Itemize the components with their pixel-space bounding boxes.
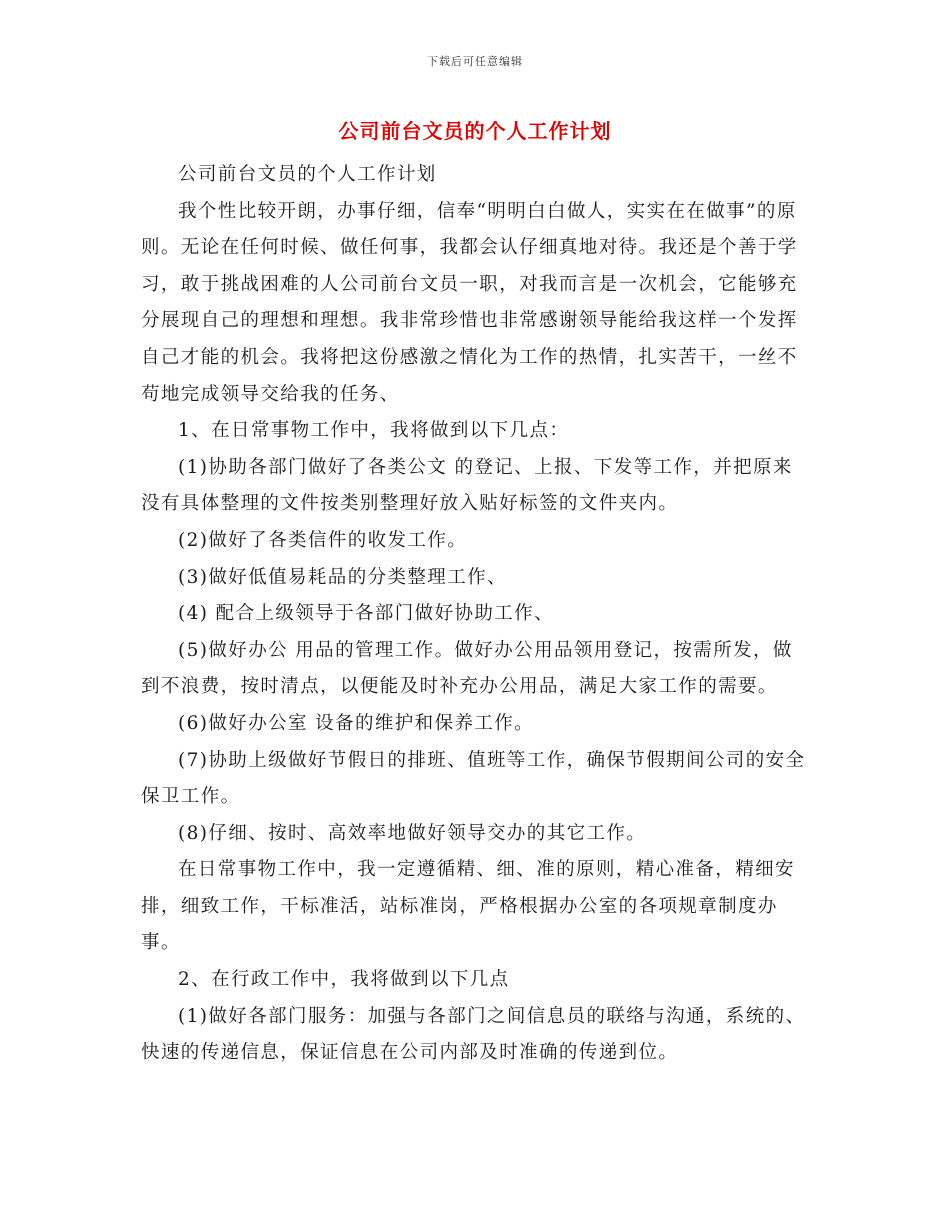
document-title: 公司前台文员的个人工作计划 [338, 119, 612, 143]
paragraph-section-1-heading: 1、在日常事物工作中，我将做到以下几点： [178, 420, 570, 442]
paragraph-item-6: (6)做好办公室 设备的维护和保养工作。 [178, 712, 535, 734]
paragraph-item-5: (5)做好办公 用品的管理工作。做好办公用品领用登记，按需所发，做到不浪费，按时清点，以便能及时补充办公用品，满足大家工作的需要。 [141, 639, 793, 698]
paragraph-section-2-heading: 2、在行政工作中，我将做到以下几点 [178, 969, 510, 991]
paragraph-item-1: (1)协助各部门做好了各类公文 的登记、上报、下发等工作，并把原来没有具体整理的文件按类别整理好放入贴好标签的文件夹内。 [141, 456, 793, 515]
paragraph-summary: 在日常事物工作中，我一定遵循精、细、准的原则，精心准备，精细安排，细致工作，干标准活，站标准岗，严格根据办公室的各项规章制度办事。 [141, 859, 795, 954]
paragraph-item-3: (3)做好低值易耗品的分类整理工作、 [178, 566, 507, 588]
document-body [141, 157, 809, 1072]
paragraph-intro: 我个性比较开朗，办事仔细，信奉“明明白白做人，实实在在做事”的原则。无论在任何时候、做任何事，我都会认仔细真地对待。我还是个善于学习，敢于挑战困难的人公司前台文员一职，对我而言是一次机会，它能够充分展现自己的理想和理想。我非常珍惜也非常感谢领导能给我这样一个发挥自己才能的机会。我将把这份感激之情化为工作的热情，扎实苦干，一丝不苟地完成领导交给我的任务、 [141, 200, 798, 405]
paragraph-item-4: (4) 配合上级领导于各部门做好协助工作、 [178, 603, 554, 625]
paragraph-section-2-item-1: (1)做好各部门服务：加强与各部门之间信息员的联络与沟通，系统的、快速的传递信息，保证信息在公司内部及时准确的传递到位。 [141, 1005, 806, 1064]
paragraph-item-8: (8)仔细、按时、高效率地做好领导交办的其它工作。 [178, 822, 647, 844]
header-note: 下载后可任意编辑 [427, 55, 523, 68]
paragraph-item-7: (7)协助上级做好节假日的排班、值班等工作，确保节假期间公司的安全保卫工作。 [141, 749, 806, 808]
paragraph-subtitle: 公司前台文员的个人工作计划 [178, 164, 437, 185]
paragraph-item-2: (2)做好了各类信件的收发工作。 [178, 529, 468, 551]
